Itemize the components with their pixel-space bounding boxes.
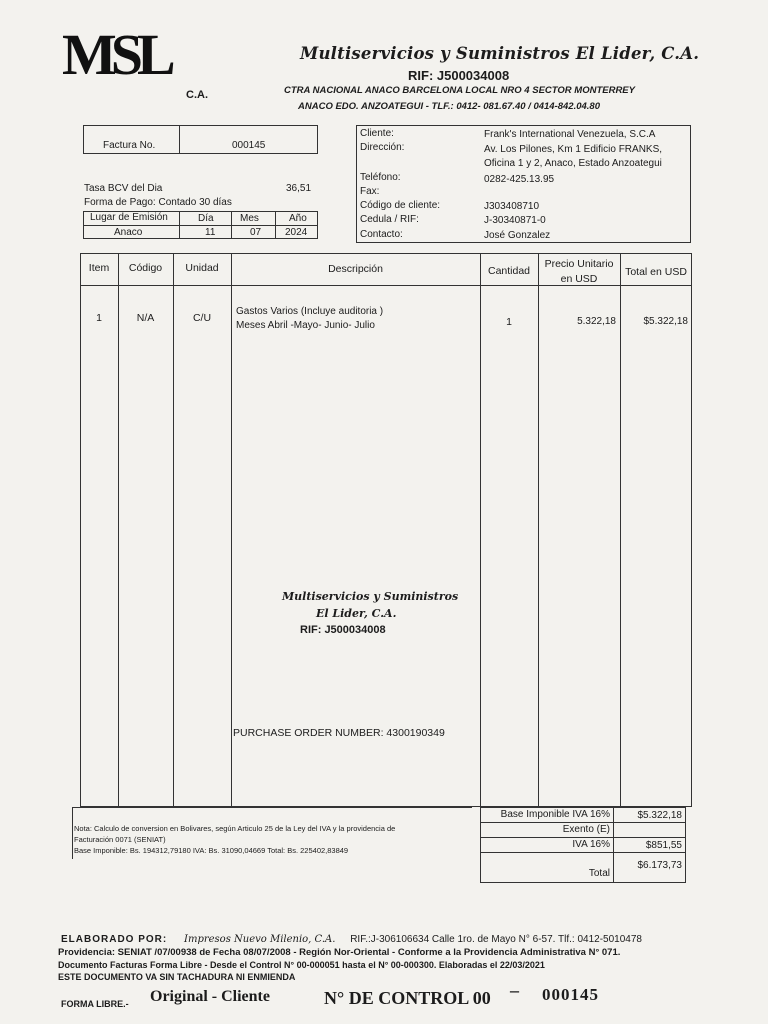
dia-label: Día	[198, 213, 214, 224]
control-label: N° DE CONTROL 00	[324, 988, 491, 1008]
direccion-value-1: Av. Los Pilones, Km 1 Edificio FRANKS,	[484, 144, 663, 155]
note-line-2: Facturación 0071 (SENIAT)	[74, 835, 166, 844]
purchase-order: PURCHASE ORDER NUMBER: 4300190349	[233, 727, 445, 739]
codigo-cliente-value: J303408710	[484, 201, 540, 212]
base-imponible-label: Base Imponible IVA 16%	[500, 809, 610, 820]
logo-text: MSL	[62, 22, 170, 87]
exento-label: Exento (E)	[562, 824, 610, 835]
iva-value: $851,55	[645, 840, 682, 851]
stamp-line-3: RIF: J500034008	[300, 624, 386, 636]
items-table	[80, 253, 692, 807]
header-unidad: Unidad	[185, 262, 219, 274]
cedula-value: J-30340871-0	[484, 215, 546, 226]
forma-libre: FORMA LIBRE.-	[61, 999, 129, 1009]
header-total: Total en USD	[625, 266, 687, 278]
note-line-1: Nota: Calculo de conversion en Bolivares, según Articulo 25 de la Ley del IVA y la providencia de	[74, 824, 396, 833]
fax-label: Fax:	[360, 186, 380, 197]
company-rif: RIF: J500034008	[408, 68, 510, 83]
total-label: Total	[588, 868, 610, 879]
telefono-label: Teléfono:	[360, 172, 401, 183]
stamp-line-1: Multiservicios y Suministros	[282, 590, 459, 603]
ano-label: Año	[289, 213, 307, 224]
row-total: $5.322,18	[643, 316, 688, 327]
contacto-value: José Gonzalez	[484, 230, 551, 241]
row-precio: 5.322,18	[577, 316, 616, 327]
lugar-value: Anaco	[114, 227, 143, 238]
imprenta-name: Impresos Nuevo Milenio, C.A.	[184, 934, 336, 945]
company-address-2: ANACO EDO. ANZOATEGUI - TLF.: 0412- 081.67.40 / 0414-842.04.80	[298, 101, 601, 112]
telefono-value: 0282-425.13.95	[484, 174, 555, 185]
total-value: $6.173,73	[637, 860, 682, 871]
iva-label: IVA 16%	[572, 839, 610, 850]
ano-value: 2024	[285, 227, 308, 238]
tasa-value: 36,51	[286, 183, 312, 194]
footer-tachadura: ESTE DOCUMENTO VA SIN TACHADURA NI ENMIENDA	[58, 972, 296, 982]
codigo-cliente-label: Código de cliente:	[360, 200, 441, 211]
forma-pago: Forma de Pago: Contado 30 días	[84, 197, 232, 208]
header-item: Item	[88, 262, 110, 274]
base-imponible-value: $5.322,18	[637, 810, 682, 821]
mes-value: 07	[250, 227, 262, 238]
footer-documento: Documento Facturas Forma Libre - Desde el Control N° 00-000051 hasta el N° 00-000300. Elaboradas el 22/03/2021	[58, 960, 545, 970]
company-logo	[62, 22, 192, 106]
imprenta-details: RIF.:J-306106634 Calle 1ro. de Mayo N° 6-57. Tlf.: 0412-5010478	[350, 934, 642, 945]
original-cliente: Original - Cliente	[150, 988, 270, 1005]
contacto-label: Contacto:	[360, 229, 403, 240]
lugar-label: Lugar de Emisión	[90, 212, 168, 223]
footer-providencia: Providencia: SENIAT /07/00938 de Fecha 08/07/2008 - Región Nor-Oriental - Conforme a la Providencia Administrativa N° 071.	[58, 947, 621, 958]
company-name: Multiservicios y Suministros El Lider, C.A.	[300, 44, 700, 63]
note-line-3: Base Imponible: Bs. 194312,79180 IVA: Bs. 31090,04669 Total: Bs. 225402,83849	[74, 846, 349, 855]
cliente-value: Frank's International Venezuela, S.C.A	[484, 129, 656, 140]
row-descripcion-1: Gastos Varios (Incluye auditoria )	[236, 306, 384, 317]
header-precio-2: en USD	[560, 273, 598, 285]
tasa-label: Tasa BCV del Dia	[84, 183, 163, 194]
logo-suffix: C.A.	[186, 89, 208, 101]
stamp-line-2: El Lider, C.A.	[316, 607, 397, 620]
control-number: 000145	[542, 985, 599, 1004]
factura-number: 000145	[232, 140, 266, 151]
mes-label: Mes	[240, 213, 259, 224]
header-cantidad: Cantidad	[487, 265, 531, 277]
direccion-value-2: Oficina 1 y 2, Anaco, Estado Anzoategui	[484, 158, 662, 169]
control-dash: –	[510, 980, 519, 1000]
dia-value: 11	[205, 227, 216, 238]
row-item: 1	[96, 312, 102, 324]
header-codigo: Código	[128, 262, 163, 274]
cliente-label: Cliente:	[360, 128, 394, 139]
cedula-label: Cedula / RIF:	[360, 214, 419, 225]
header-descripcion: Descripción	[328, 263, 383, 275]
company-address-1: CTRA NACIONAL ANACO BARCELONA LOCAL NRO 4 SECTOR MONTERREY	[284, 85, 635, 96]
row-cantidad: 1	[506, 316, 512, 328]
elaborado-line	[61, 934, 642, 945]
row-descripcion-2: Meses Abril -Mayo- Junio- Julio	[236, 320, 375, 331]
direccion-label: Dirección:	[360, 142, 405, 153]
row-codigo: N/A	[136, 312, 155, 324]
company-stamp	[282, 590, 472, 648]
factura-label: Factura No.	[103, 140, 156, 151]
header-precio-1: Precio Unitario	[544, 258, 614, 270]
elaborado-label: ELABORADO POR:	[61, 934, 168, 945]
row-unidad: C/U	[192, 312, 212, 324]
